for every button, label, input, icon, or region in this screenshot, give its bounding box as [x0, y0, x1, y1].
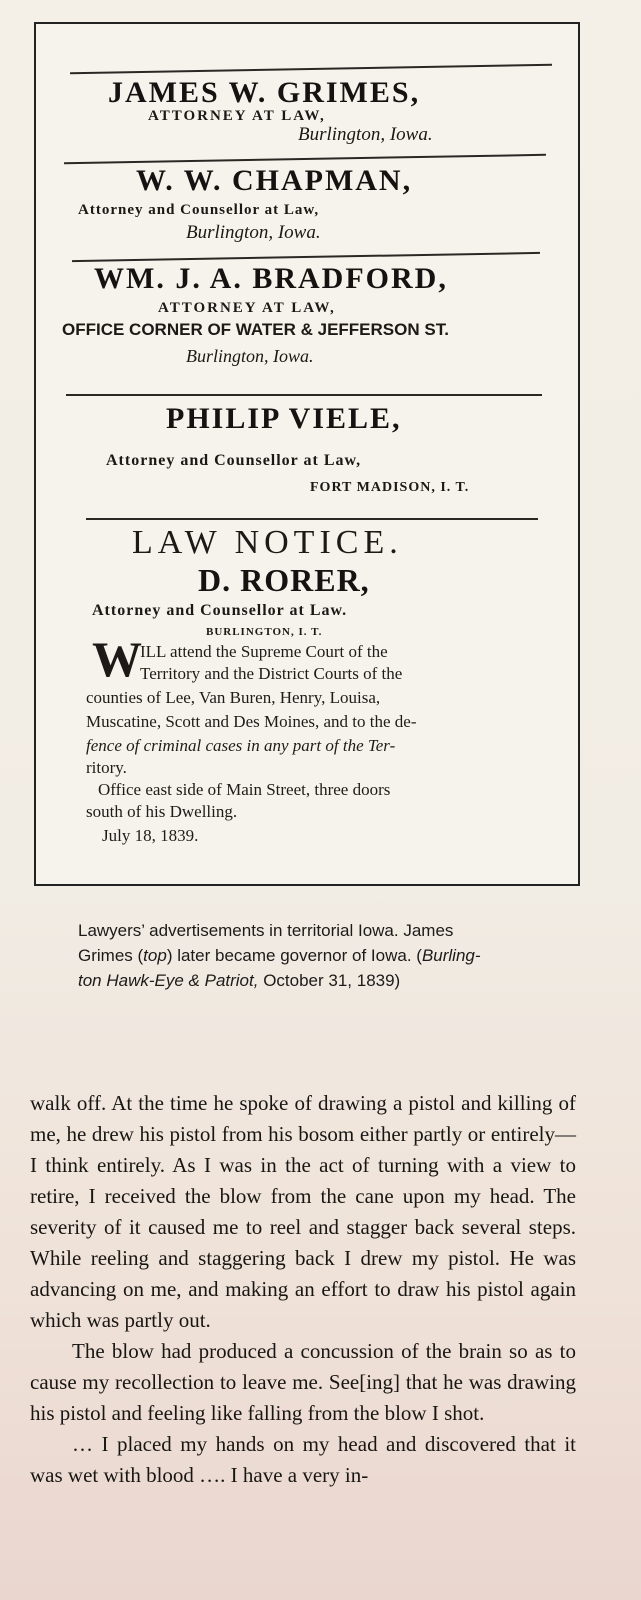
figure-caption	[78, 918, 578, 993]
divider-rule	[66, 394, 542, 396]
ad-viele-name: PHILIP VIELE,	[166, 402, 402, 435]
ad-grimes-place: Burlington, Iowa.	[298, 124, 433, 145]
body-text	[30, 1088, 576, 1491]
ad-chapman-title: Attorney and Counsellor at Law,	[78, 202, 320, 218]
ad-rorer-name: D. RORER,	[198, 562, 370, 598]
newspaper-ad-clipping	[34, 22, 580, 886]
ad-rorer-office-line: Office east side of Main Street, three doors	[98, 780, 391, 799]
ad-grimes-name: JAMES W. GRIMES,	[108, 76, 421, 109]
ad-rorer-notice-line: Territory and the District Courts of the	[140, 664, 403, 683]
divider-rule	[70, 64, 552, 74]
ad-rorer-heading: LAW NOTICE.	[132, 524, 403, 561]
ad-rorer-office-line: south of his Dwelling.	[86, 802, 238, 821]
ad-bradford-name: WM. J. A. BRADFORD,	[94, 262, 448, 295]
ad-rorer-place: BURLINGTON, I. T.	[206, 626, 323, 638]
ad-bradford-office: OFFICE CORNER OF WATER & JEFFERSON ST.	[62, 320, 449, 339]
ad-grimes-title: ATTORNEY AT LAW,	[148, 108, 326, 124]
ad-rorer-date: July 18, 1839.	[102, 826, 199, 845]
divider-rule	[64, 154, 546, 164]
paragraph: … I placed my hands on my head and discovered that it was wet with blood …. I have a very in-	[30, 1432, 576, 1487]
ad-chapman-name: W. W. CHAPMAN,	[136, 164, 413, 197]
ad-viele-title: Attorney and Counsellor at Law,	[106, 452, 362, 469]
ad-bradford-place: Burlington, Iowa.	[186, 346, 314, 366]
ad-rorer-notice-line: ritory.	[86, 758, 127, 777]
ad-chapman-place: Burlington, Iowa.	[186, 222, 321, 243]
caption-line: ton Hawk-Eye & Patriot, October 31, 1839)	[78, 971, 401, 990]
ad-rorer-notice-line: ILL attend the Supreme Court of the	[140, 642, 388, 661]
ad-rorer-notice-line: Muscatine, Scott and Des Moines, and to the de-	[86, 712, 417, 731]
caption-line: Grimes (top) later became governor of Iowa. (Burling-	[78, 946, 481, 965]
divider-rule	[72, 252, 540, 262]
paragraph: The blow had produced a concussion of the brain so as to cause my recollection to leave me. See[ing] that he was drawing his pistol and feeling like falling from the blow I shot.	[30, 1339, 576, 1425]
ad-viele-place: FORT MADISON, I. T.	[310, 480, 470, 495]
paragraph: walk off. At the time he spoke of drawing a pistol and killing of me, he drew his pistol from his bosom either partly or entirely—I think entirely. As I was in the act of turning with a view to retire, I received the blow from the cane upon my head. The severity of it caused me to reel and stagger back several steps. While reeling and staggering back I drew my pistol. He was advancing on me, and making an effort to draw his pistol again which was partly out.	[30, 1091, 576, 1332]
ad-rorer-notice-line: counties of Lee, Van Buren, Henry, Louisa,	[86, 688, 381, 707]
ad-rorer-drop-cap: W	[92, 631, 142, 687]
ad-rorer-title: Attorney and Counsellor at Law.	[92, 602, 348, 619]
caption-line: Lawyers’ advertisements in territorial Iowa. James	[78, 921, 454, 940]
divider-rule	[86, 518, 538, 520]
ad-bradford-title: ATTORNEY AT LAW,	[158, 300, 336, 316]
ad-rorer-notice-line: fence of criminal cases in any part of the Ter-	[86, 736, 396, 755]
